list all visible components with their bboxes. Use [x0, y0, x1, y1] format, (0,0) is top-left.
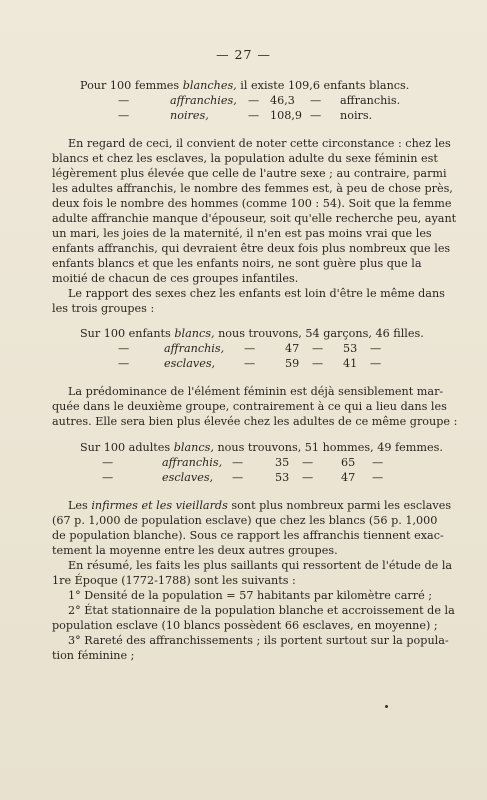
table3-row-3-women: 47: [341, 471, 356, 484]
table3-row-2-women: 65: [341, 456, 356, 469]
para1-line: blancs et chez les esclaves, la population adulte du sexe féminin est: [52, 152, 438, 165]
table2-row-2-boys: 47: [285, 342, 300, 355]
para1-line: enfants blancs et que les enfants noirs, ne sont guère plus que la: [52, 257, 422, 270]
para4-line: Les infirmes et les vieillards sont plus nombreux parmi les esclaves: [68, 499, 452, 512]
dash: —: [118, 109, 130, 122]
table1-row-2-category: affranchies,: [170, 94, 237, 107]
para4-line: tement la moyenne entre les deux autres groupes.: [52, 544, 338, 557]
para1-line: adulte affranchie manque d'épouseur, soit qu'elle recherche peu, ayant: [52, 212, 457, 225]
table1-row-2-value: 46,3: [270, 94, 295, 107]
dash: —: [370, 342, 382, 355]
summary-item: tion féminine ;: [52, 649, 135, 662]
table3-row-2-men: 35: [275, 456, 290, 469]
dash: —: [232, 471, 244, 484]
table2-row-3-category: esclaves,: [164, 357, 216, 370]
table3-row-1-rest: nous trouvons, 51 hommes, 49 femmes.: [213, 441, 443, 454]
dash: —: [248, 94, 260, 107]
para5-line: En résumé, les faits les plus saillants qui ressortent de l'étude de la: [68, 559, 453, 572]
dash: —: [102, 471, 114, 484]
dash: —: [372, 471, 384, 484]
summary-item: 2° État stationnaire de la population blanche et accroissement de la: [68, 604, 455, 617]
ink-speck: [385, 705, 388, 708]
dash: —: [118, 342, 130, 355]
table1-row-2-label: affranchis.: [340, 94, 401, 107]
dash: —: [302, 471, 314, 484]
table2-row-1-lead: Sur 100 enfants: [80, 327, 175, 340]
para3-line: La prédominance de l'élément féminin est déjà sensiblement mar-: [68, 385, 444, 398]
table1-row-3-value: 108,9: [270, 109, 303, 122]
para3-line: quée dans le deuxième groupe, contrairement à ce qui a lieu dans les: [52, 400, 447, 413]
page-number: — 27 —: [216, 47, 271, 62]
table2-row-1-category: blancs,: [174, 327, 215, 340]
table2-row-1-rest: nous trouvons, 54 garçons, 46 filles.: [214, 327, 424, 340]
para2-line: les trois groupes :: [52, 302, 155, 315]
table1-row-1-lead: Pour 100 femmes: [80, 79, 183, 92]
para4-line: de population blanche). Sous ce rapport les affranchis tiennent exac-: [52, 529, 444, 542]
para1-line: enfants affranchis, qui devraient être deux fois plus nombreux que les: [52, 242, 451, 255]
summary-item: 3° Rareté des affranchissements ; ils portent surtout sur la popula-: [68, 634, 449, 647]
dash: —: [248, 109, 260, 122]
para1-line: En regard de ceci, il convient de noter cette circonstance : chez les: [68, 137, 451, 150]
dash: —: [244, 342, 256, 355]
table1-row-3-category: noires,: [170, 109, 209, 122]
summary-item: 1° Densité de la population = 57 habitants par kilomètre carré ;: [68, 589, 433, 602]
dash: —: [372, 456, 384, 469]
para1-line: légèrement plus élevée que celle de l'autre sexe ; au contraire, parmi: [52, 167, 447, 180]
table3-row-1-category: blancs,: [173, 441, 214, 454]
para5-line: 1re Époque (1772-1788) sont les suivants :: [52, 574, 296, 587]
dash: —: [244, 357, 256, 370]
dash: —: [312, 342, 324, 355]
dash: —: [118, 357, 130, 370]
table1-row-1-category: blanches,: [182, 79, 237, 92]
para4-line: (67 p. 1,000 de population esclave) que chez les blancs (56 p. 1,000: [52, 514, 438, 527]
summary-item: population esclave (10 blancs possèdent 66 esclaves, en moyenne) ;: [52, 619, 438, 632]
table1-row-3-label: noirs.: [340, 109, 373, 122]
table3-row-3-men: 53: [275, 471, 290, 484]
dash: —: [312, 357, 324, 370]
table2-row-3-boys: 59: [285, 357, 300, 370]
table3-row-1-lead: Sur 100 adultes: [80, 441, 174, 454]
table1-row-1-rest: il existe 109,6 enfants blancs.: [236, 79, 410, 92]
dash: —: [118, 94, 130, 107]
dash: —: [232, 456, 244, 469]
dash: —: [310, 94, 322, 107]
table2-row-2-girls: 53: [343, 342, 358, 355]
table3-row-3-category: esclaves,: [162, 471, 214, 484]
para3-line: autres. Elle sera bien plus élevée chez les adultes de ce même groupe :: [52, 415, 458, 428]
dash: —: [370, 357, 382, 370]
table2-row-3-girls: 41: [343, 357, 358, 370]
dash: —: [302, 456, 314, 469]
para1-line: deux fois le nombre des hommes (comme 100 : 54). Soit que la femme: [52, 197, 452, 210]
para4-emphasis: infirmes et les vieillards: [91, 499, 228, 512]
para2-line: Le rapport des sexes chez les enfants est loin d'être le même dans: [68, 287, 445, 300]
dash: —: [310, 109, 322, 122]
table2-row-2-category: affranchis,: [164, 342, 225, 355]
table3-row-2-category: affranchis,: [162, 456, 223, 469]
para1-line: un mari, les joies de la maternité, il n'en est pas moins vrai que les: [52, 227, 432, 240]
dash: —: [102, 456, 114, 469]
para1-line: les adultes affranchis, le nombre des femmes est, à peu de chose près,: [52, 182, 453, 195]
para1-line: moitié de chacun de ces groupes infantiles.: [52, 272, 299, 285]
